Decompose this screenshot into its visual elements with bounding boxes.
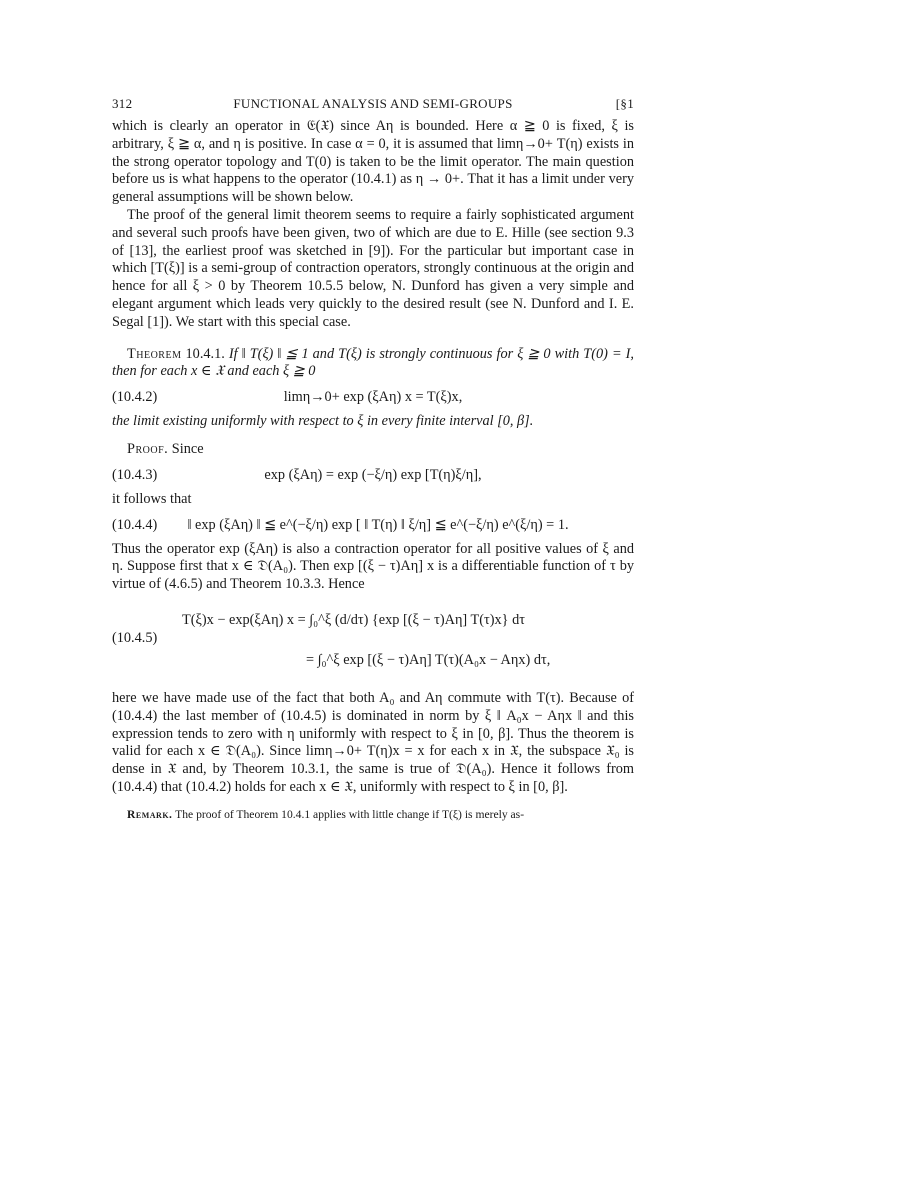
- equation-line-1: T(ξ)x − exp(ξAη) x = ∫₀^ξ (d/dτ) {exp [(ξ − τ)Aη] T(τ)x} dτ: [182, 611, 525, 628]
- theorem-conclusion: the limit existing uniformly with respect to ξ in every finite interval [0, β].: [112, 413, 534, 430]
- theorem-label: Theorem: [127, 345, 182, 362]
- theorem-statement: [112, 346, 634, 382]
- paragraph-3: Thus the operator exp (ξAη) is also a contraction operator for all positive values of ξ and η. Suppose first that x ∈ 𝔇(A₀). Then exp [(ξ − τ)Aη] x is a differentiable function of τ by virtue of (4.6.5) and Theorem 10.3.3. Hence: [112, 540, 634, 593]
- book-page: [112, 96, 634, 823]
- running-header: [112, 96, 634, 118]
- section-marker: [§1: [615, 96, 634, 111]
- proof-since: Since: [171, 440, 204, 457]
- equation-10-4-3: [112, 465, 634, 485]
- equation-label: (10.4.2): [112, 389, 158, 406]
- paragraph-1: which is clearly an operator in 𝔈(𝔛) since Aη is bounded. Here α ≧ 0 is fixed, ξ is arbitrary, ξ ≧ α, and η is positive. In case α = 0, it is assumed that limη→0+ T(η) exists in the strong operator topology and T(0) is taken to be the limit operator. The main question before us is what happens to the operator (10.4.1) as η → 0+. That it has a limit under very general assumptions will be shown below.: [112, 118, 634, 206]
- page-number: 312: [112, 96, 133, 111]
- equation-10-4-5: [112, 602, 634, 680]
- equation-body: exp (ξAη) = exp (−ξ/η) exp [T(η)ξ/η],: [264, 466, 482, 483]
- paragraph-4: here we have made use of the fact that both A₀ and Aη commute with T(τ). Because of (10.4.4) the last member of (10.4.5) is dominated in norm by ξ ‖ A₀x − Aηx ‖ and this expression tends to zero with η uniformly with respect to ξ in [0, β]. Thus the theorem is valid for each x ∈ 𝔇(A₀). Since limη→0+ T(η)x = x for each x in 𝔛, the subspace 𝔛₀ is dense in 𝔛 and, by Theorem 10.3.1, the same is true of 𝔇(A₀). Hence it follows from (10.4.4) that (10.4.2) holds for each x ∈ 𝔛, uniformly with respect to ξ in [0, β].: [112, 689, 634, 795]
- equation-10-4-4: [112, 515, 634, 535]
- proof-opening: [112, 441, 634, 459]
- equation-10-4-2: [112, 387, 634, 407]
- equation-label: (10.4.5): [112, 629, 158, 646]
- remark-label: Remark.: [127, 807, 173, 821]
- remark-text: The proof of Theorem 10.4.1 applies with little change if T(ξ) is merely as-: [175, 807, 525, 821]
- proof-follows: it follows that: [112, 490, 192, 507]
- equation-line-2: = ∫₀^ξ exp [(ξ − τ)Aη] T(τ)(A₀x − Aηx) dτ,: [306, 651, 551, 668]
- theorem-hypothesis: If ‖ T(ξ) ‖ ≦ 1 and T(ξ) is strongly continuous for ξ ≧ 0 with T(0) = I, then for each x ∈ 𝔛 and each ξ ≧ 0: [112, 345, 634, 380]
- equation-label: (10.4.3): [112, 466, 158, 483]
- equation-label: (10.4.4): [112, 516, 158, 533]
- remark: [112, 807, 634, 823]
- paragraph-2: The proof of the general limit theorem seems to require a fairly sophisticated argument and several such proofs have been given, two of which are due to E. Hille (see section 9.3 of [13], the earliest proof was sketched in [9]). For the particular but important case in which [T(ξ)] is a semi-group of contraction operators, strongly continuous at the origin and hence for all ξ > 0 by Theorem 10.5.5 below, N. Dunford has given a very simple and elegant argument which leads very quickly to the desired result (see N. Dunford and I. E. Segal [1]). We start with this special case.: [112, 206, 634, 330]
- equation-body: ‖ exp (ξAη) ‖ ≦ e^(−ξ/η) exp [ ‖ T(η) ‖ ξ/η] ≦ e^(−ξ/η) e^(ξ/η) = 1.: [187, 516, 569, 533]
- proof-label: Proof.: [127, 440, 169, 457]
- theorem-number: 10.4.1.: [185, 345, 225, 362]
- equation-body: limη→0+ exp (ξAη) x = T(ξ)x,: [283, 389, 463, 406]
- running-title: FUNCTIONAL ANALYSIS AND SEMI-GROUPS: [233, 96, 513, 111]
